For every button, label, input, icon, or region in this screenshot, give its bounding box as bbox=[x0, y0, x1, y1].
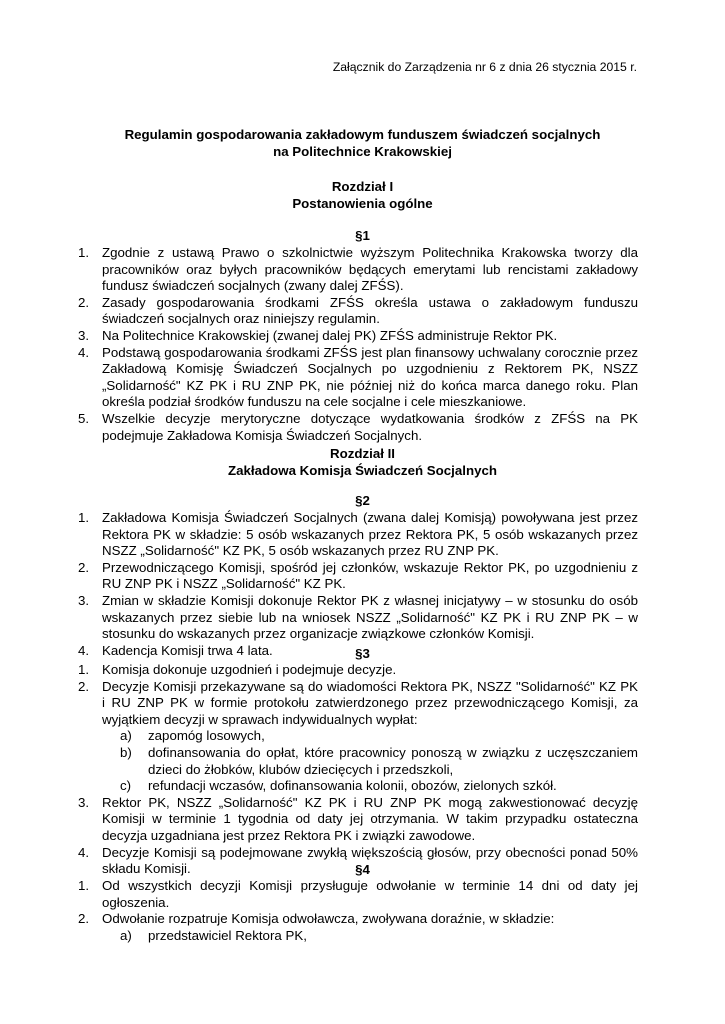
sub-item-text: przedstawiciel Rektora PK, bbox=[148, 927, 307, 943]
list-item bbox=[78, 662, 638, 679]
section-2-list bbox=[78, 510, 638, 659]
item-number: 5. bbox=[78, 410, 90, 426]
item-text: Komisja dokonuje uzgodnień i podejmuje decyzje. bbox=[102, 662, 397, 677]
chapter-2-subtitle: Zakładowa Komisja Świadczeń Socjalnych bbox=[228, 463, 497, 478]
item-text: Kadencja Komisji trwa 4 lata. bbox=[102, 642, 273, 658]
section-4-list bbox=[78, 878, 638, 944]
title-line-2: na Politechnice Krakowskiej bbox=[273, 144, 452, 159]
item-number: 2. bbox=[78, 559, 90, 575]
sub-item-letter: b) bbox=[120, 744, 132, 760]
sub-list-item bbox=[120, 728, 638, 745]
document-title bbox=[0, 126, 725, 160]
item-number: 1. bbox=[78, 510, 90, 525]
list-item bbox=[78, 510, 638, 560]
section-3-list bbox=[78, 662, 638, 878]
list-item bbox=[78, 328, 638, 345]
item-text: Przewodniczącego Komisji, spośród jej członków, wskazuje Rektor PK, po uzgodnieniu z RU ZNP PK i NSZZ „Solidarność" KZ PK. bbox=[102, 559, 638, 592]
list-item bbox=[78, 411, 638, 444]
item-text: Na Politechnice Krakowskiej (zwanej dalej PK) ZFŚS administruje Rektor PK. bbox=[102, 327, 558, 343]
section-1-mark: §1 bbox=[355, 228, 370, 243]
section-1-list bbox=[78, 245, 638, 444]
chapter-1-subtitle: Postanowienia ogólne bbox=[292, 196, 433, 211]
item-text: Rektor PK, NSZZ „Solidarność" KZ PK i RU ZNP PK mogą zakwestionować decyzję Komisji w terminie 1 tygodnia od daty jej otrzymania. W takim przypadku ostateczna decyzja uzgadniana jest przez Rektora PK i związki zawodowe. bbox=[102, 794, 638, 843]
list-item bbox=[78, 795, 638, 845]
chapter-1-heading bbox=[0, 178, 725, 212]
item-text: Odwołanie rozpatruje Komisja odwoławcza, zwoływana doraźnie, w składzie: bbox=[102, 911, 555, 927]
list-item bbox=[78, 593, 638, 643]
chapter-1-title: Rozdział I bbox=[331, 179, 394, 194]
item-number: 2. bbox=[78, 911, 90, 927]
sub-list bbox=[102, 728, 638, 794]
list-item bbox=[78, 560, 638, 593]
item-number: 3. bbox=[78, 592, 90, 608]
sub-list-item bbox=[120, 745, 638, 778]
list-item bbox=[78, 911, 638, 944]
item-number: 4. bbox=[78, 642, 90, 658]
item-text: Zgodnie z ustawą Prawo o szkolnictwie wyższym Politechnika Krakowska tworzy dla pracowników oraz byłych pracowników będących emerytami lub rencistami zakładowy fundusz świadczeń socjalnych (zwany dalej ZFŚS). bbox=[102, 245, 638, 294]
sub-item-letter: a) bbox=[120, 927, 132, 943]
sub-item-letter: c) bbox=[120, 778, 132, 794]
item-text: Wszelkie decyzje merytoryczne dotyczące wydatkowania środków z ZFŚS na PK podejmuje Zakładowa Komisja Świadczeń Socjalnych. bbox=[102, 410, 638, 443]
item-text: Decyzje Komisji są podejmowane zwykłą większością głosów, przy obecności ponad 50% składu Komisji. bbox=[102, 844, 638, 877]
annex-note: Załącznik do Zarządzenia nr 6 z dnia 26 stycznia 2015 r. bbox=[332, 60, 637, 74]
item-number: 1. bbox=[78, 245, 90, 260]
list-item bbox=[78, 345, 638, 411]
sub-list-item bbox=[120, 928, 638, 945]
sub-item-text: dofinansowania do opłat, które pracownicy ponoszą w związku z uczęszczaniem dzieci do żłobków, klubów dziecięcych i przedszkoli, bbox=[148, 744, 638, 777]
item-number: 3. bbox=[78, 794, 90, 810]
sub-item-letter: a) bbox=[120, 728, 132, 744]
item-text: Zasady gospodarowania środkami ZFŚS określa ustawa o zakładowym funduszu świadczeń socjalnych oraz niniejszy regulamin. bbox=[102, 294, 638, 327]
section-3-mark: §3 bbox=[355, 646, 370, 661]
sub-item-text: refundacji wczasów, dofinansowania kolonii, obozów, zielonych szkół. bbox=[148, 778, 557, 794]
item-number: 1. bbox=[78, 662, 90, 677]
item-text: Od wszystkich decyzji Komisji przysługuje odwołanie w terminie 14 dni od daty jej ogłoszenia. bbox=[102, 878, 638, 910]
sub-list bbox=[102, 928, 638, 945]
section-4-mark: §4 bbox=[355, 862, 370, 877]
sub-item-text: zapomóg losowych, bbox=[148, 728, 265, 744]
item-text: Zakładowa Komisja Świadczeń Socjalnych (zwana dalej Komisją) powoływana jest przez Rektora PK w składzie: 5 osób wskazanych przez Rektora PK, 5 osób wskazanych przez NSZZ „Solidarność" KZ PK, 5 osób wskazanych przez RU ZNP PK. bbox=[102, 510, 638, 559]
item-number: 4. bbox=[78, 344, 90, 360]
item-number: 2. bbox=[78, 294, 90, 310]
list-item bbox=[78, 245, 638, 295]
item-number: 2. bbox=[78, 678, 90, 694]
section-2-mark: §2 bbox=[355, 493, 370, 508]
list-item bbox=[78, 878, 638, 911]
list-item bbox=[78, 679, 638, 795]
item-number: 3. bbox=[78, 327, 90, 343]
item-number: 1. bbox=[78, 878, 90, 893]
sub-list-item bbox=[120, 778, 638, 795]
item-text: Zmian w składzie Komisji dokonuje Rektor PK z własnej inicjatywy – w stosunku do osób wskazanych przez siebie lub na wniosek NSZZ „Solidarność" KZ PK i RU ZNP PK – w stosunku do wskazanych przez organizacje związkowe członków Komisji. bbox=[102, 592, 638, 642]
chapter-2-heading bbox=[0, 445, 725, 479]
list-item bbox=[78, 295, 638, 328]
item-text: Podstawą gospodarowania środkami ZFŚS jest plan finansowy uchwalany corocznie przez Zakładową Komisję Świadczeń Socjalnych po uzgodnieniu z Rektorem PK, NSZZ „Solidarność" KZ PK i RU ZNP PK, nie później niż do końca marca danego roku. Plan określa podział środków funduszu na cele socjalne i cele mieszkaniowe. bbox=[102, 344, 638, 410]
chapter-2-title: Rozdział II bbox=[329, 446, 395, 461]
title-line-1: Regulamin gospodarowania zakładowym funduszem świadczeń socjalnych bbox=[124, 127, 601, 142]
item-text: Decyzje Komisji przekazywane są do wiadomości Rektora PK, NSZZ "Solidarność" KZ PK i RU ZNP PK w formie protokołu zatwierdzonego przez przewodniczącego Komisji, za wyjątkiem decyzji w sprawach indywidualnych wypłat: bbox=[102, 678, 638, 727]
item-number: 4. bbox=[78, 844, 90, 860]
